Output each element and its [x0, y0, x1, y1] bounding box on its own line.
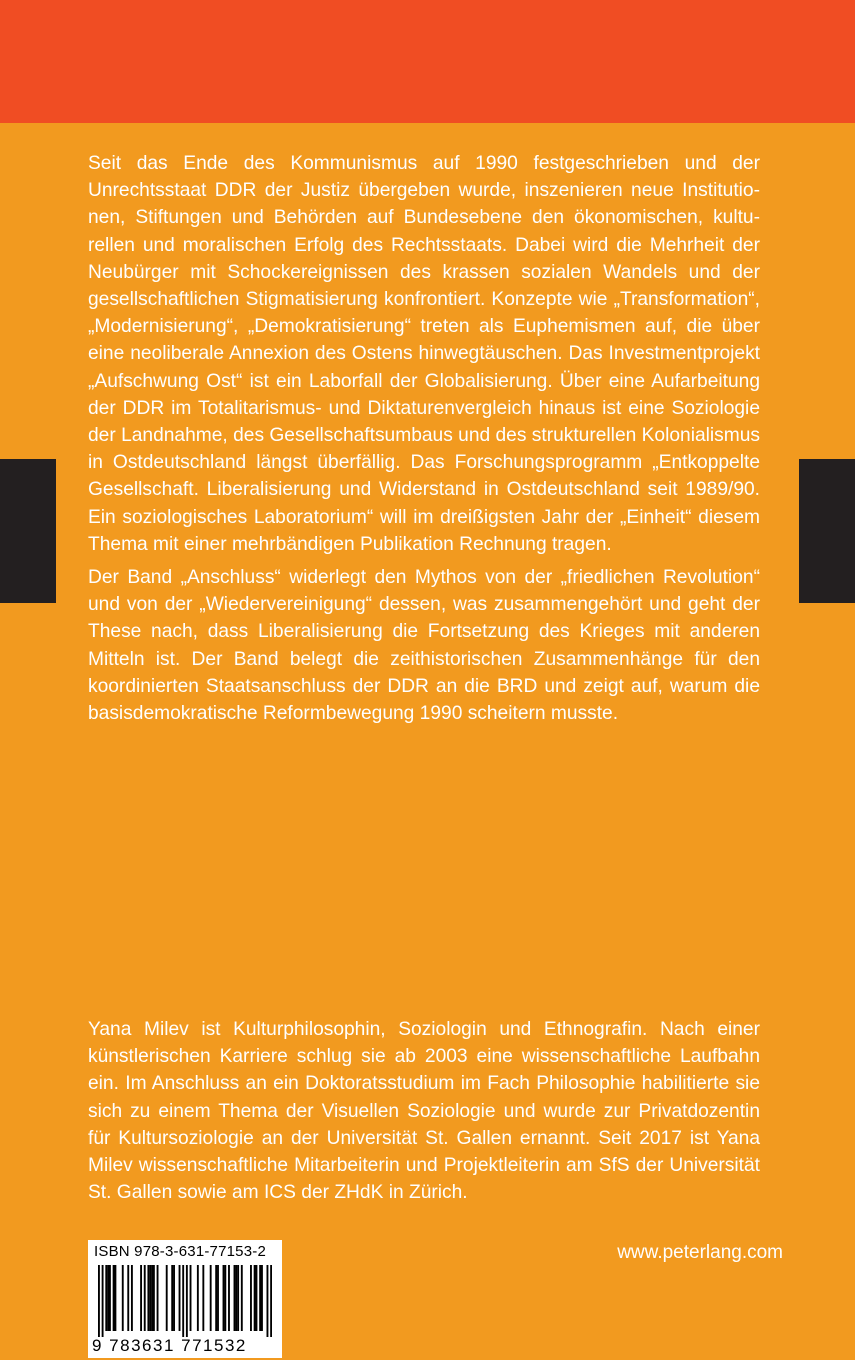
barcode-bar [210, 1265, 212, 1331]
barcode-bar [237, 1265, 239, 1331]
barcode-bar [114, 1265, 116, 1331]
barcode-bar [122, 1265, 124, 1331]
blurb-paragraph-2-text: Der Band „Anschluss“ widerlegt den Mythos von der „friedlichen Revolution“ und von der „Wiedervereinigung“ dessen, was zusammengehört und geht der These nach, dass Liberalisierung die Fortsetzung des Krieges mit anderen Mitteln ist. Der Band belegt die zeithistorischen Zusammenhänge für den koordinierten Staatsanschluss der DDR an die BRD und zeigt auf, warum die basisdemokratische Reformbewegung 1990 scheitern musste. [88, 567, 760, 725]
barcode-bar [217, 1265, 219, 1331]
left-side-tab [0, 459, 56, 603]
barcode-bar [223, 1265, 225, 1331]
barcode-bar [267, 1265, 269, 1337]
barcode-bar [98, 1265, 100, 1337]
barcode-bar [171, 1265, 173, 1331]
barcode-bar [215, 1265, 217, 1331]
right-side-tab [799, 459, 855, 603]
barcode-bar [147, 1265, 149, 1331]
barcode-bar [197, 1265, 199, 1331]
barcode-bar [153, 1265, 155, 1331]
barcode-bar [107, 1265, 109, 1331]
barcode-bar [105, 1265, 107, 1331]
barcode-bar [190, 1265, 192, 1331]
barcode-bar [250, 1265, 252, 1331]
barcode-bar [144, 1265, 146, 1331]
barcode-bar [173, 1265, 175, 1331]
isbn-label: ISBN 978-3-631-77153-2 [94, 1243, 267, 1260]
top-color-band [0, 0, 855, 123]
barcode-bar [113, 1265, 115, 1331]
barcode-bar [259, 1265, 261, 1331]
barcode-bar [102, 1265, 104, 1337]
barcode-bar [127, 1265, 129, 1331]
barcode-bar [131, 1265, 133, 1331]
barcode-icon [98, 1265, 272, 1337]
barcode-bar [256, 1265, 258, 1331]
blurb-paragraph-2 [88, 564, 760, 727]
barcode-bar [202, 1265, 204, 1331]
barcode-bar [254, 1265, 256, 1331]
barcode-bar [182, 1265, 184, 1337]
barcode-bar [234, 1265, 236, 1331]
barcode-bar [261, 1265, 263, 1331]
barcode-bar [224, 1265, 226, 1331]
barcode-bar [166, 1265, 168, 1331]
publisher-website: www.peterlang.com [617, 1242, 783, 1263]
isbn-barcode-box [88, 1240, 282, 1358]
barcode-bar [241, 1265, 243, 1331]
barcode-bar [149, 1265, 151, 1331]
blurb-paragraph-1-text: Seit das Ende des Kommunismus auf 1990 festgeschrieben und der Unrechtsstaat DDR der Justiz übergeben wurde, inszenieren neue Institutionen, Stiftungen und Behörden auf Bundesebene den ökonomischen, kulturellen und moralischen Erfolg des Rechtsstaats. Dabei wird die Mehrheit der Neubürger mit Schockereignissen des krassen sozialen Wandels und der gesellschaftlichen Stigmatisierung konfrontiert. Konzepte wie „Transformation“, „Modernisierung“, „Demokratisierung“ treten als Euphemismen auf, die über eine neoliberale Annexion des Ostens hinwegtäuschen. Das Investmentprojekt „Aufschwung Ost“ ist ein Laborfall der Globalisierung. Über eine Aufarbeitung der DDR im Totalitarismus- und Diktaturenvergleich hinaus ist eine Soziologie der Landnahme, des Gesellschaftsumbaus und des strukturellen Kolonialismus in Ostdeutschland längst überfällig. Das Forschungsprogramm „Entkoppelte Gesellschaft. Liberalisierung und Widerstand in Ostdeutschland seit 1989/90. Ein soziologisches Laboratorium“ will im dreißigsten Jahr der „Einheit“ diesem Thema mit einer mehrbändigen Publikation Rechnung tragen. [88, 153, 760, 555]
barcode-bar [151, 1265, 153, 1331]
barcode-bar [270, 1265, 272, 1337]
barcode-bar [109, 1265, 111, 1331]
blurb-paragraph-1 [88, 150, 760, 558]
barcode-bar [157, 1265, 159, 1331]
barcode-bar [235, 1265, 237, 1331]
barcode-bar [228, 1265, 230, 1331]
barcode-digits: 9 783631 771532 [92, 1336, 247, 1355]
author-bio [88, 1016, 760, 1206]
barcode-bar [186, 1265, 188, 1337]
author-bio-text: Yana Milev ist Kulturphilosophin, Soziologin und Ethnografin. Nach einer künstlerischen Karriere schlug sie ab 2003 eine wissenschaftliche Laufbahn ein. Im Anschluss an ein Doktoratsstudium im Fach Philosophie habilitierte sie sich zu einem Thema der Visuellen Soziologie und wurde zur Privatdozentin für Kultursoziologie an der Universität St. Gallen ernannt. Seit 2017 ist Yana Milev wissenschaftliche Mitarbeiterin und Projektleiterin am SfS der Universität St. Gallen sowie am ICS der ZHdK in Zürich. [88, 1019, 760, 1204]
barcode-bar [140, 1265, 142, 1331]
barcode-bar [179, 1265, 181, 1331]
